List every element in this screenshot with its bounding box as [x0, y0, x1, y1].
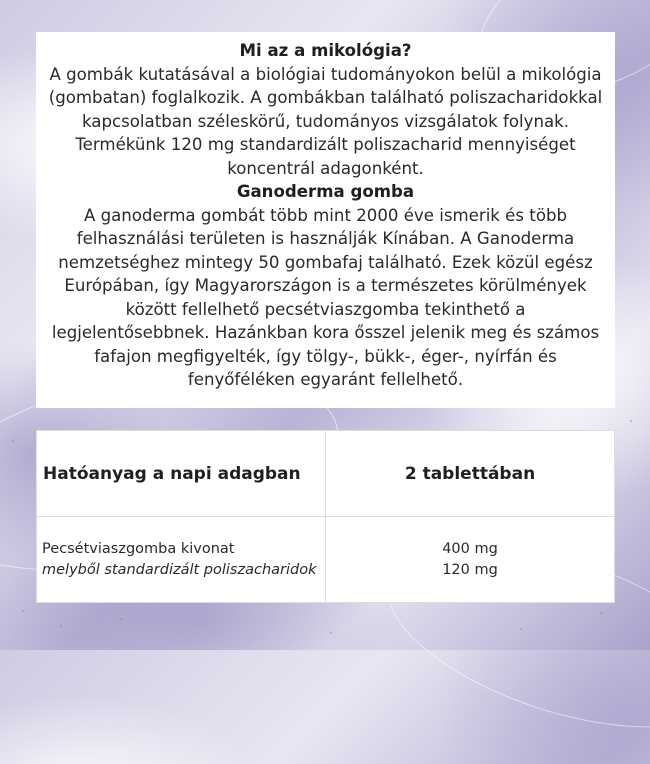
table-header-amount: 2 tablettában [404, 464, 536, 484]
background-speck [22, 610, 24, 612]
background-speck [520, 628, 522, 630]
ingredient-table [36, 430, 615, 603]
section-heading-ganoderma: Ganoderma gomba [236, 182, 415, 201]
info-text-panel [36, 32, 615, 408]
background-speck [12, 440, 14, 442]
background-speck [120, 618, 122, 620]
ingredient-amount-sub: 120 mg [442, 562, 498, 578]
section-body-mycology: A gombák kutatásával a biológiai tudományokon belül a mikológia (gombatan) foglalkozik. A gombákban található poliszacharidokkal kapcsolatban széleskörű, tudományos vizsgálatok folynak. Termékünk 120 mg standardizált poliszacharid mennyiséget koncentrál adagonként. [48, 64, 603, 178]
background-speck [630, 420, 632, 422]
table-row-names-cell [37, 517, 326, 602]
ingredient-name-sub: melyből standardizált poliszacharidok [42, 562, 317, 578]
ingredient-amount: 400 mg [442, 541, 498, 557]
ingredient-name: Pecsétviaszgomba kivonat [42, 541, 235, 557]
section-heading-mycology: Mi az a mikológia? [239, 41, 412, 60]
background-speck [600, 612, 602, 614]
table-header-cell-ingredient [37, 431, 326, 517]
table-row-values-cell [326, 517, 614, 602]
background-speck [60, 625, 62, 627]
table-header-cell-amount [326, 431, 614, 517]
background-speck [330, 632, 332, 634]
table-header-ingredient: Hatóanyag a napi adagban [43, 464, 301, 484]
section-body-ganoderma: A ganoderma gombát több mint 2000 éve ismerik és több felhasználási területen is használják Kínában. A Ganoderma nemzetséghez mintegy 50 gombafaj található. Ezek közül egész Európában, így Magyarországon is a természetes körülmények között fellelhető pecsétviaszgomba tekinthető a legjelentősebbnek. Hazánkban kora ősszel jelenik meg és számos fafajon megfigyelték, így tölgy-, bükk-, éger-, nyírfán és fenyőféléken egyaránt fellelhető. [51, 205, 600, 389]
